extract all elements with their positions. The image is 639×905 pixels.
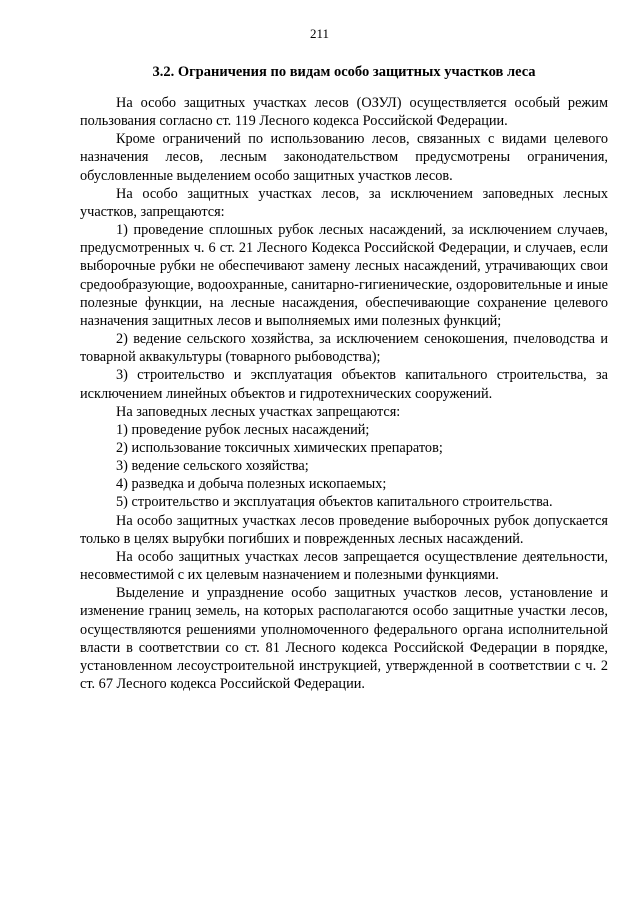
paragraph: На особо защитных участках лесов проведение выборочных рубок допускается только в целях вырубки погибших и поврежденных лесных насаждений. xyxy=(80,512,608,547)
paragraph: На особо защитных участках лесов, за исключением заповедных лесных участков, запрещаются: xyxy=(80,185,608,220)
list-item: 1) проведение сплошных рубок лесных насаждений, за исключением случаев, предусмотренных ч. 6 ст. 21 Лесного Кодекса Российской Федерации, и случаев, если выборочные рубки не обеспечивают замену лесных насаждений, утрачивающих свои средообразующие, водоохранные, санитарно-гигиенические, оздоровительные и иные полезные функции, на лесные насаждения, обеспечивающие сохранение целевого назначения защитных лесов и выполняемых ими полезных функций; xyxy=(80,222,608,329)
paragraph: На особо защитных участках лесов запрещается осуществление деятельности, несовместимой с их целевым назначением и полезными функциями. xyxy=(80,548,608,584)
paragraph: На особо защитных участках лесов (ОЗУЛ) осуществляется особый режим пользования согласно ст. 119 Лесного кодекса Российской Федерации. xyxy=(80,95,608,130)
list-item: 2) использование токсичных химических препаратов; xyxy=(116,439,443,456)
section-heading: 3.2. Ограничения по видам особо защитных участков леса xyxy=(152,64,536,80)
list-item: 2) ведение сельского хозяйства, за исключением сенокошения, пчеловодства и товарной аквакультуры (товарного рыбоводства); xyxy=(80,331,608,366)
list-item: 3) строительство и эксплуатация объектов капитального строительства, за исключением линейных объектов и гидротехнических сооружений. xyxy=(80,367,608,402)
list-item: 1) проведение рубок лесных насаждений; xyxy=(116,421,370,438)
list-item: 4) разведка и добыча полезных ископаемых; xyxy=(116,476,387,493)
list-item: 5) строительство и эксплуатация объектов капитального строительства. xyxy=(116,494,553,511)
paragraph: Кроме ограничений по использованию лесов, связанных с видами целевого назначения лесов, лесным законодательством предусмотрены ограничения, обусловленные выделением особо защитных участков лесов. xyxy=(80,131,608,184)
list-item: 3) ведение сельского хозяйства; xyxy=(116,458,309,475)
document-body xyxy=(80,94,608,693)
page-number: 211 xyxy=(309,26,330,41)
paragraph: Выделение и упразднение особо защитных участков лесов, установление и изменение границ земель, на которых располагаются особо защитные участки лесов, осуществляются решениями уполномоченного федерального органа исполнительной власти в соответствии со ст. 81 Лесного кодекса Российской Федерации в порядке, установленном лесоустроительной инструкцией, утвержденной в соответствии с ч. 2 ст. 67 Лесного кодекса Российской Федерации. xyxy=(80,585,608,692)
paragraph: На заповедных лесных участках запрещаются: xyxy=(116,403,401,420)
